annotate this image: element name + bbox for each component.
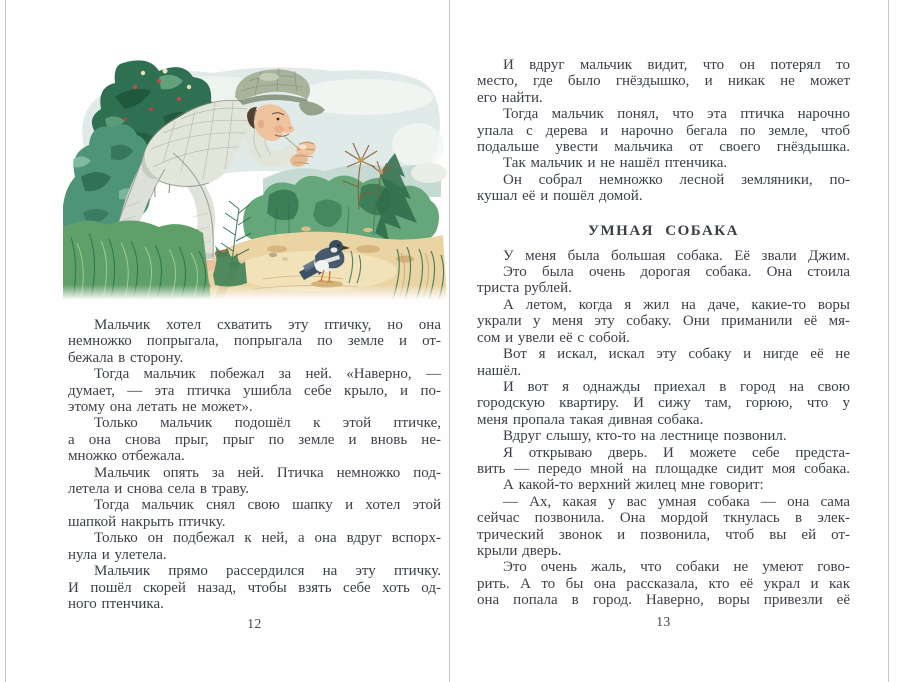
text-line: немножко попрыгала, попрыгала по земле и от-: [68, 333, 441, 350]
paragraph: [477, 57, 850, 106]
text-line: его найти.: [477, 89, 543, 106]
text-line: множко отбежала.: [68, 448, 185, 465]
text-line: ного птенчика.: [68, 595, 164, 612]
paragraph: [477, 155, 850, 171]
paragraph: [68, 317, 441, 366]
text-line: Только мальчик подошёл к этой птичке,: [94, 415, 441, 432]
text-line: И вот я однажды приехал в город на свою: [503, 378, 850, 395]
text-line: думает, — эта птичка ушибла себе крыло, и по-: [68, 382, 441, 399]
text-line: городскую квартиру. И сижу там, горюю, что у: [477, 395, 850, 412]
text-line: А летом, когда я жил на даче, какие-то воры: [503, 296, 850, 313]
text-line: вить — передо мной на площадке сидит моя собака.: [477, 460, 850, 477]
story-illustration: [63, 57, 447, 300]
text-line: шапкой накрыть птичку.: [68, 513, 226, 530]
text-line: сом и увели её с собой.: [477, 329, 630, 346]
paragraph: [477, 445, 850, 478]
text-line: Тогда мальчик побежал за ней. «Наверно, —: [94, 366, 441, 383]
page-right: [449, 0, 888, 682]
text-line: Тогда мальчик снял свою шапку и хотел этой: [94, 497, 441, 514]
page-left: [5, 0, 449, 682]
text-line: Это очень жаль, что собаки не умеют гово-: [503, 559, 850, 576]
paragraph: [477, 297, 850, 346]
text-line: кушал её и пошёл домой.: [477, 188, 643, 205]
text-line: нула и улетела.: [68, 546, 167, 563]
left-page-text: [68, 317, 441, 612]
paragraph: [477, 172, 850, 205]
text-line: И пошёл скорей назад, чтобы взять себе хоть од-: [68, 579, 441, 596]
paragraph: [477, 559, 850, 608]
text-line: Мальчик хотел схватить эту птичку, но она: [94, 317, 441, 333]
paragraph: [68, 530, 441, 563]
text-line: этому она летать не может».: [68, 399, 253, 416]
paragraph: [68, 415, 441, 464]
page-edge-right: [888, 0, 889, 682]
paragraph: [68, 465, 441, 498]
text-line: летела и снова села в траву.: [68, 481, 249, 498]
paragraph: [68, 366, 441, 415]
text-line: Так мальчик и не нашёл птенчика.: [503, 155, 728, 172]
text-line: подальше увести мальчика от своего гнёздышка.: [477, 139, 850, 156]
paragraph: [477, 346, 850, 379]
text-line: трический звонок и позвонила, чтоб вы ей от-: [477, 526, 850, 543]
paragraph: [68, 497, 441, 530]
text-line: она попала в город. Наверно, воры привезли её: [477, 592, 850, 609]
text-line: Он собрал немножко лесной земляники, по-: [503, 171, 850, 188]
text-line: меня пропала такая дивная собака.: [477, 411, 704, 428]
paragraph: [477, 248, 850, 264]
text-line: сейчас позвонила. Она мордой ткнулась в элек-: [477, 510, 850, 527]
story-continuation: [477, 57, 850, 205]
text-line: Мальчик опять за ней. Птичка немножко под-: [94, 464, 441, 481]
paragraph: [477, 477, 850, 493]
paragraph: [477, 428, 850, 444]
paragraph: [477, 379, 850, 428]
paragraph: [477, 106, 850, 155]
paragraph: [477, 494, 850, 560]
text-line: упала с дерева и нарочно бегала по земле, чтоб: [477, 122, 850, 139]
text-line: И вдруг мальчик видит, что он потерял то: [503, 57, 850, 73]
text-line: крыли дверь.: [477, 542, 562, 559]
text-line: Я открываю дверь. И можете себе предста-: [503, 444, 850, 461]
paragraph: [68, 563, 441, 612]
story-heading: УМНАЯ СОБАКА: [587, 222, 739, 239]
story-body: [477, 248, 850, 609]
text-line: нашёл.: [477, 362, 522, 379]
page-number-left: 12: [247, 616, 262, 631]
text-line: У меня была большая собака. Её звали Джим.: [503, 247, 850, 264]
paragraph: [477, 264, 850, 297]
text-line: рить. А то бы она рассказала, кто её украл и как: [477, 575, 850, 592]
text-line: — Ах, какая у вас умная собака — она сама: [503, 493, 850, 510]
text-line: Это была очень дорогая собака. Она стоила: [503, 264, 850, 281]
text-line: триста рублей.: [477, 280, 572, 297]
text-line: Вот я искал, искал эту собаку и нигде её не: [503, 346, 850, 363]
illustration-svg: [63, 57, 447, 300]
text-line: Вдруг слышу, кто-то на лестнице позвонил.: [503, 428, 787, 445]
text-line: Мальчик прямо рассердился на эту птичку.: [94, 563, 441, 580]
page-number-right: 13: [656, 614, 671, 629]
text-line: Только он подбежал к ней, а она вдруг вспорх-: [94, 530, 441, 547]
text-line: а она снова прыг, прыг по земле и вновь не-: [68, 431, 441, 448]
text-line: А какой-то верхний жилец мне говорит:: [503, 477, 764, 494]
text-line: место, где было гнёздышко, и никак не может: [477, 73, 850, 90]
text-line: украли у меня эту собаку. Они приманили её мя-: [477, 313, 850, 330]
right-page-text: [477, 57, 850, 609]
text-line: бежала в сторону.: [68, 349, 184, 366]
text-line: Тогда мальчик понял, что эта птичка нарочно: [503, 106, 850, 123]
